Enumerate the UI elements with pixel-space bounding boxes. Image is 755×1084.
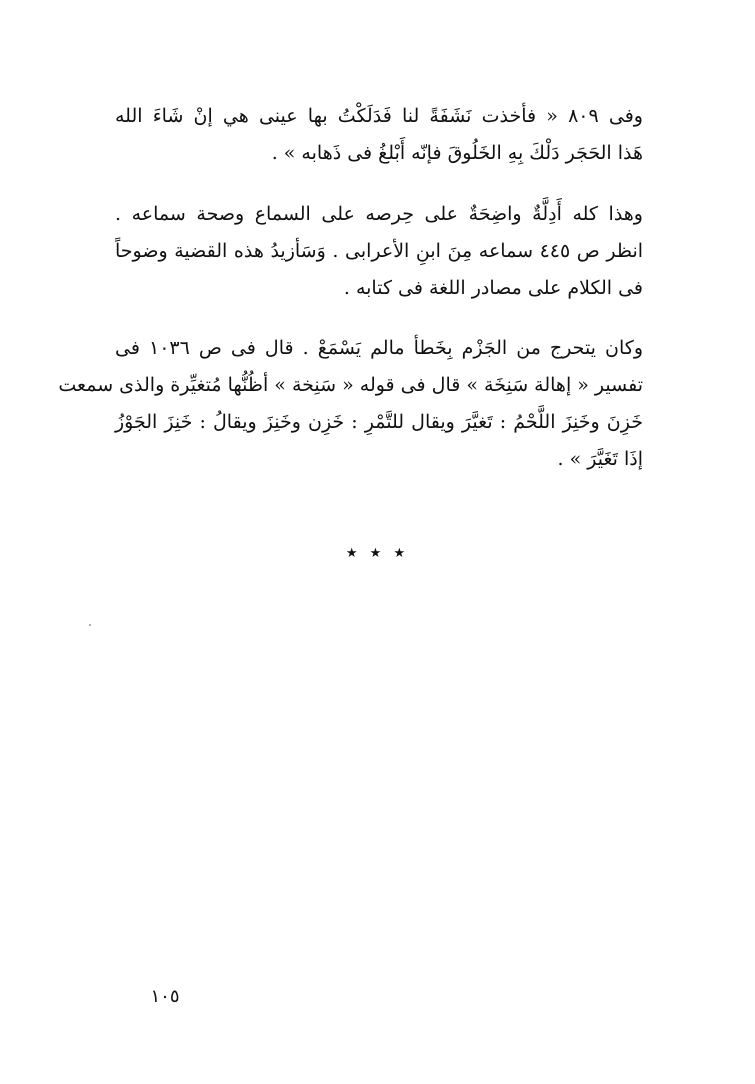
text-line: تفسير « إهالة سَنِخَة » قال فى قوله « سَنِخة » أظُنُّها مُتغيِّرة والذى سمعت xyxy=(58,374,643,396)
text-line: خَزِنَ وخَنِزَ اللَّحْمُ : تَغيَّرَ ويقال للتَّمْرِ : خَزِن وخَنِزَ ويقالُ : خَنِزَ الجَوْزُ xyxy=(115,411,643,433)
section-separator: ★ ★ ★ xyxy=(345,546,410,561)
text-line: وفى ٨٠٩ « فأخذت نَشَفَةً لنا فَدَلَكْتُ بها عينى هي إنْ شَاءَ الله xyxy=(115,105,643,127)
paragraph-2 xyxy=(115,196,643,307)
text-line: انظر ص ٤٤٥ سماعه مِنَ ابنِ الأعرابى . وَسَأزيدُ هذه القضية وضوحاً xyxy=(115,240,644,262)
paragraph-3 xyxy=(58,330,643,478)
page-number: ١٠٥ xyxy=(150,986,180,1007)
text-line: وكان يتحرج من الجَزْم بِخَطأ مالم يَسْمَعْ . قال فى ص ١٠٣٦ فى xyxy=(115,337,643,359)
paragraph-1 xyxy=(115,98,643,172)
text-line: هَذا الحَجَر دَلْكَ بِهِ الخَلُوقَ فإنّه أَبْلغُ فى ذَهابه » . xyxy=(271,142,643,164)
text-line: إذَا تَغَيَّرَ » . xyxy=(557,448,643,470)
scan-speck xyxy=(89,624,91,626)
text-line: فى الكلام على مصادر اللغة فى كتابه . xyxy=(343,277,643,299)
text-line: وهذا كله أَدِلَّةٌ واضِحَةٌ على حِرصه على السماع وصحة سماعه . xyxy=(115,203,643,225)
